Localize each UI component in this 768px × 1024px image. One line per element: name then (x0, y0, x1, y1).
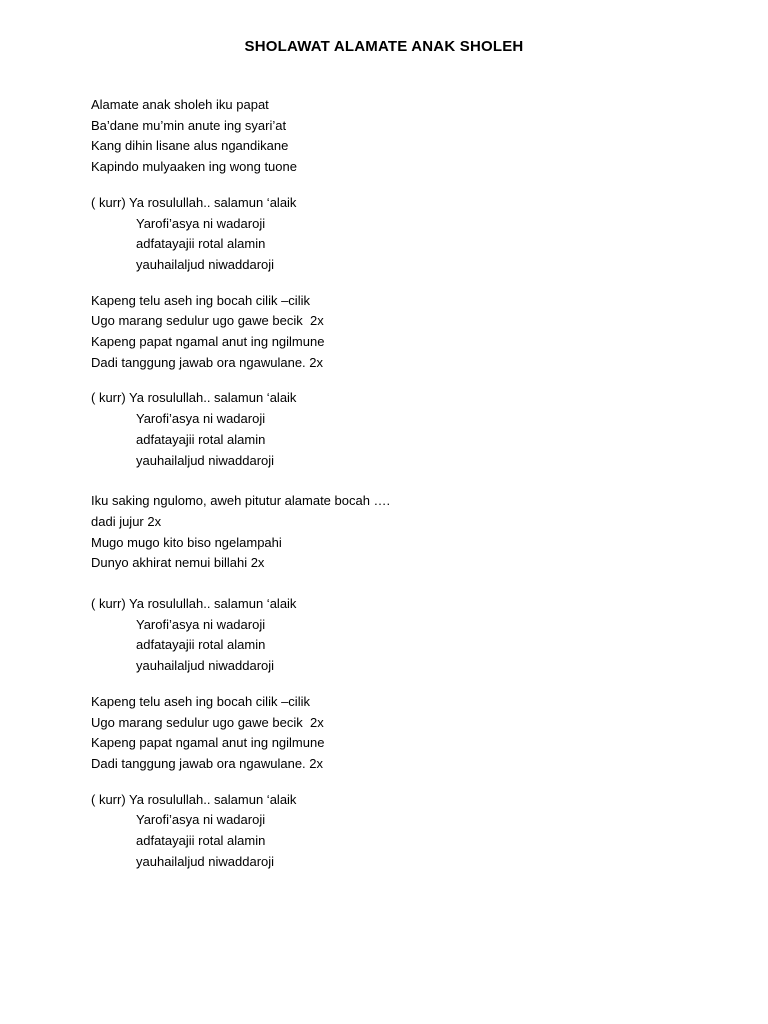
page-title: SHOLAWAT ALAMATE ANAK SHOLEH (244, 38, 524, 55)
verse-stanza (91, 291, 711, 374)
chorus-line: Yarofi’asya ni wadaroji (136, 812, 266, 828)
verse-line: Kapeng papat ngamal anut ing ngilmune (91, 334, 325, 350)
chorus-stanza (91, 790, 711, 873)
verse-stanza (91, 95, 711, 178)
verse-line: dadi jujur 2x (91, 513, 162, 529)
chorus-line: yauhailaljud niwaddaroji (136, 853, 275, 869)
chorus-line: ( kurr) Ya rosulullah.. salamun ‘alaik (91, 194, 297, 210)
chorus-line: Yarofi’asya ni wadaroji (136, 616, 266, 632)
verse-line: Kapeng papat ngamal anut ing ngilmune (91, 735, 325, 751)
verse-stanza (91, 491, 711, 574)
chorus-line: ( kurr) Ya rosulullah.. salamun ‘alaik (91, 791, 297, 807)
chorus-line: Yarofi’asya ni wadaroji (136, 411, 266, 427)
chorus-stanza (91, 193, 711, 276)
chorus-line: adfatayajii rotal alamin (136, 431, 266, 447)
chorus-line: yauhailaljud niwaddaroji (136, 256, 275, 272)
verse-line: Ugo marang sedulur ugo gawe becik 2x (91, 714, 324, 730)
verse-line: Dunyo akhirat nemui billahi 2x (91, 555, 265, 571)
chorus-stanza (91, 594, 711, 677)
verse-line: Alamate anak sholeh iku papat (91, 97, 269, 112)
chorus-line: adfatayajii rotal alamin (136, 637, 266, 653)
chorus-line: ( kurr) Ya rosulullah.. salamun ‘alaik (91, 596, 297, 612)
verse-stanza (91, 692, 711, 775)
lyrics-body (91, 95, 711, 873)
chorus-line: adfatayajii rotal alamin (136, 236, 266, 252)
verse-line: Dadi tanggung jawab ora ngawulane. 2x (91, 354, 324, 370)
chorus-stanza (91, 388, 711, 471)
verse-line: Mugo mugo kito biso ngelampahi (91, 534, 282, 550)
verse-line: Iku saking ngulomo, aweh pitutur alamate bocah …. (91, 493, 391, 509)
chorus-line: Yarofi’asya ni wadaroji (136, 215, 266, 231)
verse-line: Kapindo mulyaaken ing wong tuone (91, 159, 297, 175)
chorus-line: ( kurr) Ya rosulullah.. salamun ‘alaik (91, 390, 297, 406)
verse-line: Kang dihin lisane alus ngandikane (91, 138, 289, 154)
verse-line: Dadi tanggung jawab ora ngawulane. 2x (91, 755, 324, 771)
verse-line: Ugo marang sedulur ugo gawe becik 2x (91, 313, 324, 329)
verse-line: Kapeng telu aseh ing bocah cilik –cilik (91, 292, 310, 308)
verse-line: Kapeng telu aseh ing bocah cilik –cilik (91, 693, 310, 709)
chorus-line: adfatayajii rotal alamin (136, 833, 266, 849)
chorus-line: yauhailaljud niwaddaroji (136, 658, 275, 674)
verse-line: Ba’dane mu’min anute ing syari’at (91, 117, 287, 133)
chorus-line: yauhailaljud niwaddaroji (136, 452, 275, 468)
